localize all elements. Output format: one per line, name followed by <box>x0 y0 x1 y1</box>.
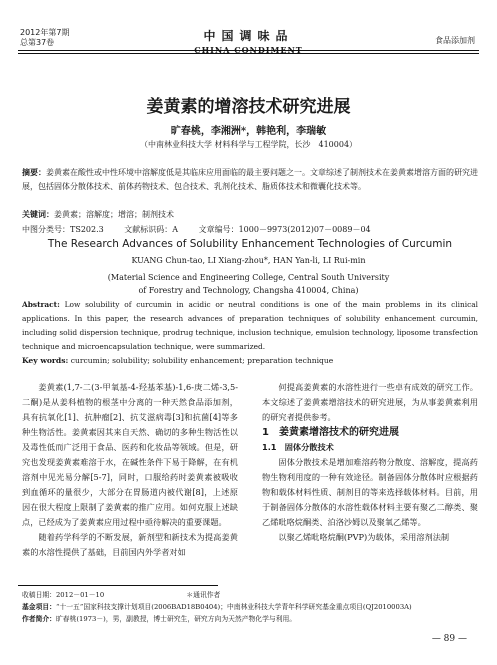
header-rule-thick <box>18 50 479 51</box>
paragraph: 随着药学科学的不断发展，新剂型和新技术为提高姜黄素的水溶性提供了基础，目前国内外学者对如 <box>22 532 238 557</box>
bio-row <box>22 613 482 625</box>
received-date-row <box>22 589 482 601</box>
journal-name-cn: 中国调味品 <box>203 29 294 43</box>
keywords-en-text: curcumin; solubility; solubility enhancement; preparation technique <box>70 356 334 365</box>
article-title-cn: 姜黄素的增溶技术研究进展 <box>146 97 351 117</box>
affiliation-cn: （中南林业科技大学 材料科学与工程学院，长沙 410004） <box>139 140 358 149</box>
affiliation-en-line2: of Forestry and Technology, Changsha 410004, China) <box>138 286 359 295</box>
paragraph: 以聚乙烯吡咯烷酮(PVP)为载体，采用溶剂法制 <box>278 532 450 542</box>
column-label: 食品添加剂 <box>435 36 475 45</box>
header-rule-thin <box>18 53 479 54</box>
affiliation-en <box>0 271 497 297</box>
page-number: — 89 — <box>431 634 467 644</box>
keywords-en-label: Key words: <box>22 356 69 365</box>
body-column-left <box>22 380 238 560</box>
paragraph: 固体分散技术是增加难溶药物分散度、溶解度，提高药物生物利用度的一种有效途径。制备固体分散体时应根据药物和载体材料性质、制剂目的等来选择载体材料。目前，用于制备固体分散体的水溶性载体材料主要有聚乙二醇类、聚乙烯吡咯烷酮类、泊洛沙姆以及聚氧乙烯等。 <box>262 457 478 527</box>
article-title-en: The Research Advances of Solubility Enhancement Technologies of Curcumin <box>47 238 453 250</box>
affiliation-en-line1: (Material Science and Engineering College, Central South University <box>107 273 390 282</box>
keywords-label: 关键词： <box>22 210 54 219</box>
clc-number: 中图分类号：TS202.3 <box>22 225 104 234</box>
abstract-text: 姜黄素在酸性或中性环境中溶解度低是其临床应用面临的最主要问题之一。文章综述了制剂技术在姜黄素增溶方面的研究进展，包括固体分散体技术、前体药物技术、包合技术、乳剂化技术、脂质体技术和微囊化技术等。 <box>22 168 478 191</box>
paragraph: 何提高姜黄素的水溶性进行一些卓有成效的研究工作。本文综述了姜黄素增溶技术的研究进展，为从事姜黄素利用的研究者提供参考。 <box>262 382 478 422</box>
fund-text: “十一五”国家科技支撑计划项目(2006BAD18B0404)；中南林业科技大学青年科学研究基金重点项目(QJ2010003A) <box>55 603 412 611</box>
footnotes <box>22 589 482 625</box>
year-issue: 2012年第7期 <box>20 28 70 37</box>
abstract-en <box>22 298 478 354</box>
corresponding-note: ＊通讯作者 <box>186 591 221 599</box>
authors-en: KUANG Chun-tao, LI Xiang-zhou*, HAN Yan-li, LI Rui-min <box>131 256 366 265</box>
fund-label: 基金项目： <box>22 603 56 611</box>
body-column-right <box>262 380 478 545</box>
subsection-heading: 1.1 固体分散技术 <box>262 442 334 452</box>
footnote-rule <box>18 585 218 586</box>
journal-name-en: CHINA CONDIMENT <box>194 45 303 55</box>
bio-text: 旷春桃(1973－)，男，副教授，博士研究生，研究方向为天然产物化学与利用。 <box>55 615 297 623</box>
total-issue: 总第37卷 <box>20 38 55 47</box>
section-heading: 1 姜黄素增溶技术的研究进展 <box>262 427 399 438</box>
abstract-cn <box>22 166 478 193</box>
keywords-text: 姜黄素；溶解度；增溶；制剂技术 <box>54 210 174 219</box>
document-code: 文献标识码：A <box>124 225 179 234</box>
bio-label: 作者简介： <box>22 615 56 623</box>
keywords-cn <box>22 209 478 220</box>
keywords-en <box>22 356 478 365</box>
fund-row <box>22 601 482 613</box>
article-number: 文章编号：1000－9973(2012)07－0089－04 <box>198 225 371 234</box>
authors-cn: 旷春桃，李湘洲*，韩艳利，李瑞敏 <box>170 126 327 137</box>
paragraph: 姜黄素(1,7-二(3-甲氧基-4-羟基苯基)-1,6-庚二烯-3,5-二酮)是从姜科植物的根茎中分离的一种天然食品添加剂，具有抗氧化[1]、抗肿瘤[2]、抗艾滋病毒[3]和抗菌[4]等多种生物活性。姜黄素因其来自天然、确切的多种生物活性以及毒性低而广泛用于食品、医药和化妆品等领域。但是，研究也发现姜黄素难溶于水，在碱性条件下易于降解，在有机溶剂中见光易分解[5-7]，同时，口服给药时姜黄素被吸收到血循环的量很少，大部分在胃肠道内被代谢[8]，上述原因在很大程度上限制了姜黄素的推广应用。如何克服上述缺点，已经成为了姜黄素应用过程中亟待解决的重要课题。 <box>22 382 238 527</box>
received-date: 收稿日期：2012－01－10 <box>22 591 105 599</box>
classification-row <box>22 224 478 235</box>
abstract-en-text: Low solubility of curcumin in acidic or neutral conditions is one of the main problems in its clinical applications. In this paper, the research advances of preparation techniques of solubility enhancement curcumin, including solid dispersion technique, prodrug technique, inclusion technique, emulsion technology, liposome transfection technique and microencapsulation technique, were summarized. <box>22 300 478 351</box>
abstract-en-label: Abstract: <box>22 300 60 309</box>
abstract-label: 摘要： <box>22 168 46 177</box>
